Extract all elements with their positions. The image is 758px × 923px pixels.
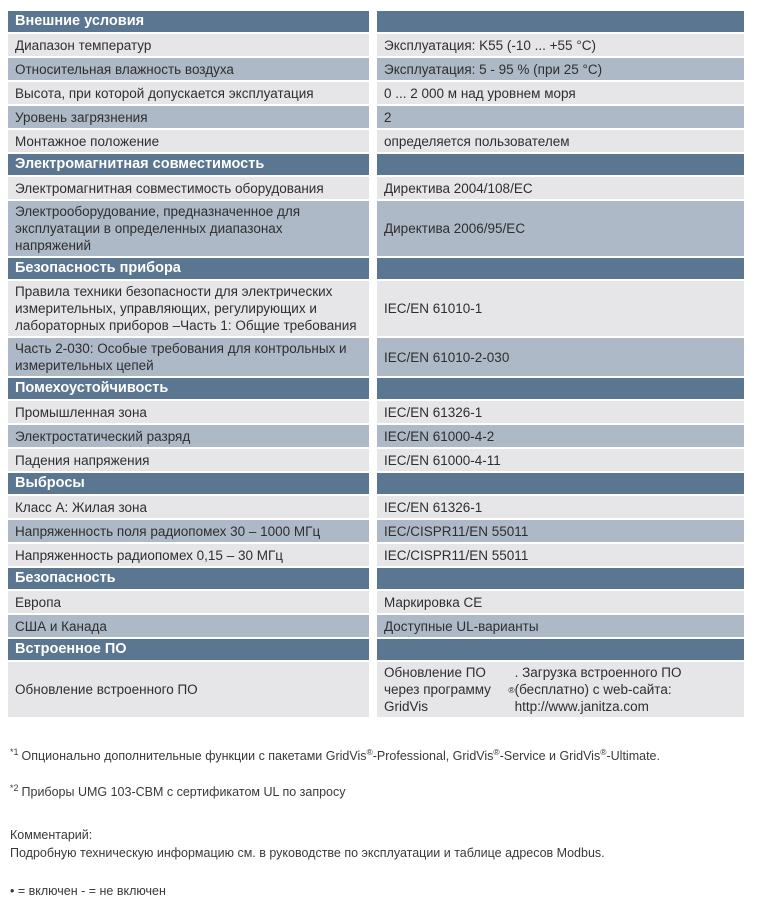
spec-label: Европа (8, 591, 369, 613)
spec-table (8, 11, 744, 717)
spec-value: IEC/EN 61326-1 (377, 401, 744, 423)
spec-value: IEC/CISPR11/EN 55011 (377, 520, 744, 542)
footnote-text: Опционально дополнительные функции с пакетами GridVis®-Professional, GridVis®-Service и GridVis®-Ultimate. (21, 747, 660, 764)
section-title: Электромагнитная совместимость (8, 154, 369, 175)
spec-row (8, 496, 744, 518)
spec-row (8, 544, 744, 566)
footnote (10, 781, 750, 800)
footnote (10, 745, 750, 764)
spec-value: IEC/EN 61010-1 (377, 281, 744, 336)
spec-label: Обновление встроенного ПО (8, 662, 369, 717)
section-title: Выбросы (8, 473, 369, 494)
footnote-marker: *2 (10, 783, 19, 794)
spec-value: 0 ... 2 000 м над уровнем моря (377, 82, 744, 104)
spec-label: Относительная влажность воздуха (8, 58, 369, 80)
datasheet-page (0, 11, 758, 898)
spec-label: Промышленная зона (8, 401, 369, 423)
spec-value: IEC/EN 61010-2-030 (377, 338, 744, 376)
spec-value: определяется пользователем (377, 130, 744, 152)
section-header-row (8, 473, 744, 494)
section-title: Внешние условия (8, 11, 369, 32)
spec-value: Директива 2004/108/EC (377, 177, 744, 199)
spec-row (8, 281, 744, 336)
spec-row (8, 106, 744, 128)
spec-row (8, 177, 744, 199)
spec-value: IEC/EN 61000-4-11 (377, 449, 744, 471)
spec-value: Маркировка CE (377, 591, 744, 613)
section-header-spacer (377, 473, 744, 494)
spec-label: Монтажное положение (8, 130, 369, 152)
section-header-row (8, 154, 744, 175)
spec-label: Правила техники безопасности для электрических измерительных, управляющих, регулирующих и лабораторных приборов –Часть 1: Общие требования (8, 281, 369, 336)
spec-value: IEC/EN 61000-4-2 (377, 425, 744, 447)
spec-value: Эксплуатация: K55 (-10 ... +55 °C) (377, 34, 744, 56)
section-title: Безопасность прибора (8, 258, 369, 279)
spec-row (8, 338, 744, 376)
section-header-spacer (377, 258, 744, 279)
spec-row (8, 615, 744, 637)
footnote-marker: *1 (10, 747, 19, 757)
section-header-spacer (377, 378, 744, 399)
footnotes (10, 745, 758, 800)
spec-label: Электростатический разряд (8, 425, 369, 447)
comment-title: Комментарий: (10, 828, 93, 843)
section-header-row (8, 258, 744, 279)
spec-label: Электрооборудование, предназначенное для эксплуатации в определенных диапазонах напряжений (8, 201, 369, 256)
spec-row (8, 425, 744, 447)
spec-value: Директива 2006/95/EC (377, 201, 744, 256)
spec-label: Класс A: Жилая зона (8, 496, 369, 518)
spec-label: Часть 2-030: Особые требования для контрольных и измерительных цепей (8, 338, 369, 376)
footnote-text: Приборы UMG 103-CBM с сертификатом UL по запросу (21, 785, 346, 800)
section-header-spacer (377, 154, 744, 175)
spec-label: Высота, при которой допускается эксплуатация (8, 82, 369, 104)
spec-label: Напряженность радиопомех 0,15 – 30 МГц (8, 544, 369, 566)
section-header-row (8, 378, 744, 399)
spec-label: США и Канада (8, 615, 369, 637)
section-header-row (8, 568, 744, 589)
spec-row (8, 591, 744, 613)
spec-row (8, 449, 744, 471)
spec-label: Напряженность поля радиопомех 30 – 1000 МГц (8, 520, 369, 542)
spec-row (8, 82, 744, 104)
legend-line: • = включен - = не включен (10, 884, 166, 899)
comment-block (10, 826, 758, 862)
spec-value: Доступные UL-варианты (377, 615, 744, 637)
spec-value: Эксплуатация: 5 - 95 % (при 25 °C) (377, 58, 744, 80)
spec-value: IEC/CISPR11/EN 55011 (377, 544, 744, 566)
spec-row (8, 201, 744, 256)
comment-text: Подробную техническую информацию см. в руководстве по эксплуатации и таблице адресов Modbus. (10, 846, 605, 861)
spec-label: Электромагнитная совместимость оборудования (8, 177, 369, 199)
section-header-spacer (377, 11, 744, 32)
spec-row (8, 662, 744, 717)
spec-label: Диапазон температур (8, 34, 369, 56)
section-title: Безопасность (8, 568, 369, 589)
spec-value: 2 (377, 106, 744, 128)
section-header-row (8, 11, 744, 32)
section-header-row (8, 639, 744, 660)
spec-row (8, 520, 744, 542)
spec-value: IEC/EN 61326-1 (377, 496, 744, 518)
spec-row (8, 58, 744, 80)
spec-row (8, 401, 744, 423)
spec-row (8, 130, 744, 152)
section-title: Помехоустойчивость (8, 378, 369, 399)
section-header-spacer (377, 568, 744, 589)
spec-label: Уровень загрязнения (8, 106, 369, 128)
spec-label: Падения напряжения (8, 449, 369, 471)
section-title: Встроенное ПО (8, 639, 369, 660)
section-header-spacer (377, 639, 744, 660)
spec-value: Обновление ПО через программу GridVis ® . Загрузка встроенного ПО (бесплатно) с web-сайта: http://www.janitza.com (377, 662, 744, 717)
spec-row (8, 34, 744, 56)
